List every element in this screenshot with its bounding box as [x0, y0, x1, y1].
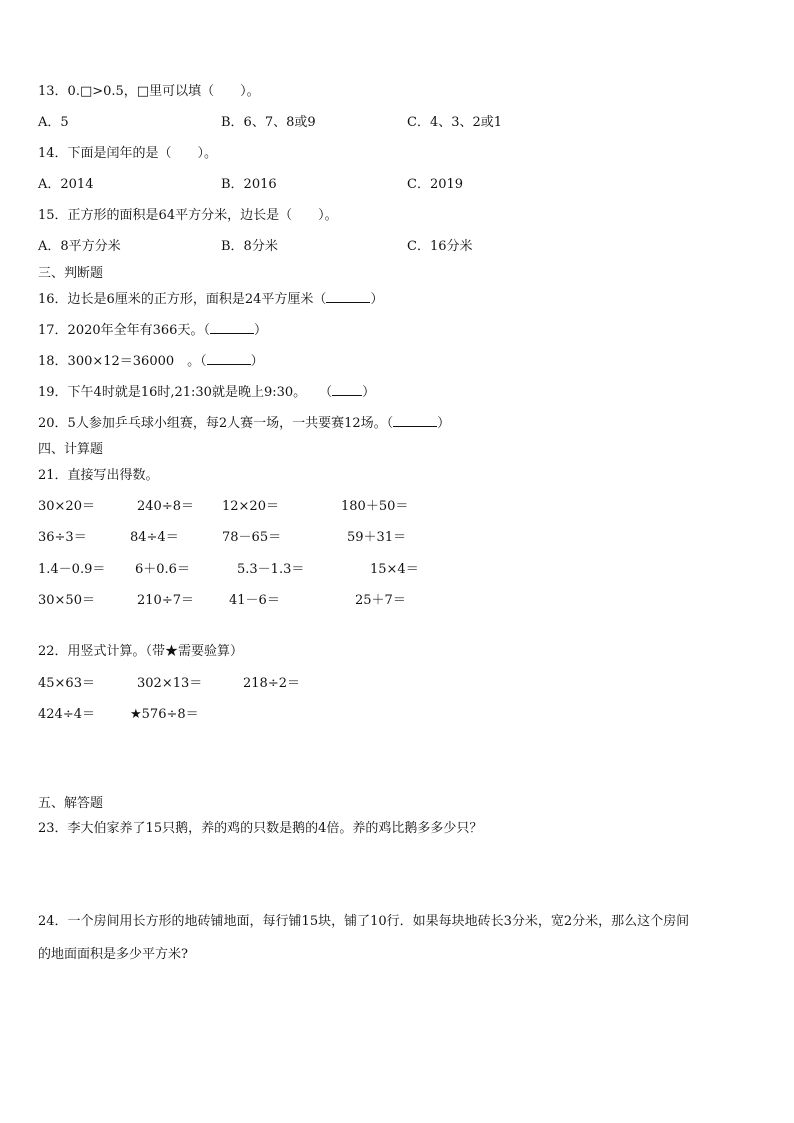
calc-item: 240÷8＝ [137, 499, 194, 514]
calc-item: 25＋7＝ [355, 593, 406, 608]
calc-item: 59＋31＝ [347, 530, 407, 545]
calc-item: 30×20＝ [38, 499, 95, 514]
vertical-calc-item: 45×63＝ [38, 676, 95, 691]
question-20-tail: ） [437, 416, 451, 431]
question-18-tail: ） [250, 354, 264, 369]
answer-blank[interactable] [210, 321, 254, 334]
question-20 [38, 414, 450, 433]
answer-blank[interactable] [332, 383, 362, 396]
section-title-solve: 五、解答题 [38, 796, 104, 811]
q15-option-a: A．8平方分米 [38, 239, 121, 254]
question-16-tail: ） [370, 292, 384, 307]
section-title-judge: 三、判断题 [38, 266, 104, 281]
calc-item: 84÷4＝ [130, 530, 179, 545]
calc-item: 41－6＝ [229, 593, 280, 608]
question-23: 23．李大伯家养了15只鹅，养的鸡的只数是鹅的4倍。养的鸡比鹅多多少只？ [38, 821, 483, 836]
q13-option-c: C．4、3、2或1 [407, 115, 503, 130]
question-17-text: 17．2020年全年有366天。（ [38, 323, 210, 338]
q14-option-c: C．2019 [407, 177, 464, 192]
question-19-text: 19．下午4时就是16时,21:30就是晚上9:30。 （ [38, 385, 333, 400]
q14-option-b: B．2016 [221, 177, 277, 192]
vertical-calc-item: 218÷2＝ [243, 676, 300, 691]
q15-option-c: C．16分米 [407, 239, 473, 254]
question-18 [38, 352, 264, 371]
vertical-calc-item: 424÷4＝ [38, 707, 95, 722]
answer-blank[interactable] [393, 414, 437, 427]
calc-item: 6＋0.6＝ [135, 562, 190, 577]
q15-option-b: B．8分米 [221, 239, 278, 254]
question-24-line-2: 的地面面积是多少平方米? [38, 947, 188, 962]
question-16-text: 16．边长是6厘米的正方形，面积是24平方厘米（ [38, 292, 327, 307]
calc-item: 5.3－1.3＝ [237, 562, 305, 577]
vertical-calc-item: ★576÷8＝ [130, 707, 199, 722]
question-16 [38, 290, 383, 309]
calc-item: 1.4－0.9＝ [38, 562, 106, 577]
question-17 [38, 321, 267, 340]
calc-item: 210÷7＝ [137, 593, 194, 608]
calc-item: 180＋50＝ [341, 499, 409, 514]
answer-blank[interactable] [326, 290, 370, 303]
calc-item: 12×20＝ [222, 499, 279, 514]
question-19 [38, 383, 375, 402]
answer-blank[interactable] [207, 352, 251, 365]
question-22: 22．用竖式计算。（带★需要验算） [38, 644, 244, 659]
calc-item: 36÷3＝ [38, 530, 87, 545]
question-19-tail: ） [362, 385, 376, 400]
q14-option-a: A．2014 [38, 177, 94, 192]
question-18-text: 18．300×12＝36000 。（ [38, 354, 207, 369]
question-20-text: 20．5人参加乒乓球小组赛，每2人赛一场，一共要赛12场。（ [38, 416, 394, 431]
question-15: 15．正方形的面积是64平方分米，边长是（ ）。 [38, 208, 338, 223]
q13-option-a: A．5 [38, 115, 69, 130]
section-title-calc: 四、计算题 [38, 442, 104, 457]
calc-item: 30×50＝ [38, 593, 95, 608]
question-24-line-1: 24．一个房间用长方形的地砖铺地面，每行铺15块，铺了10行．如果每块地砖长3分米，宽2分米，那么这个房间 [38, 914, 690, 929]
calc-item: 78－65＝ [222, 530, 282, 545]
question-21: 21．直接写出得数。 [38, 468, 159, 483]
vertical-calc-item: 302×13＝ [137, 676, 203, 691]
calc-item: 15×4＝ [370, 562, 419, 577]
question-13: 13．0.□>0.5，□里可以填（ ）。 [38, 84, 260, 99]
question-14: 14．下面是闰年的是（ ）。 [38, 146, 218, 161]
question-17-tail: ） [253, 323, 267, 338]
q13-option-b: B．6、7、8或9 [221, 115, 316, 130]
